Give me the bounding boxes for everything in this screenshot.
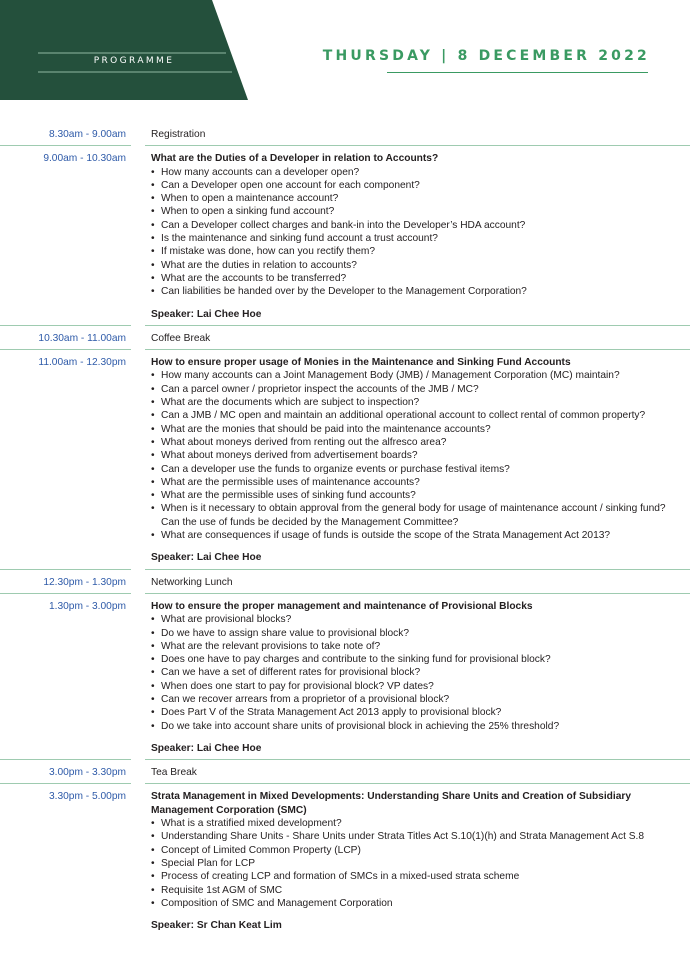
agenda-row xyxy=(0,355,690,564)
topic-item: • Can a Developer collect charges and bank-in into the Developer’s HDA account? xyxy=(151,219,670,232)
row-divider xyxy=(0,779,690,789)
session-time: 8.30am - 9.00am xyxy=(48,129,126,140)
session-content xyxy=(151,575,670,589)
topic-list xyxy=(151,166,670,299)
topic-item: • What are the documents which are subject to inspection? xyxy=(151,396,670,409)
topic-item: • What are the monies that should be paid into the maintenance accounts? xyxy=(151,423,670,436)
topic-item: • When to open a sinking fund account? xyxy=(151,205,670,218)
agenda-row xyxy=(0,599,690,755)
session-title: What are the Duties of a Developer in relation to Accounts? xyxy=(151,153,439,165)
topic-item: • Do we have to assign share value to provisional block? xyxy=(151,627,670,640)
topic-item: • Can a developer use the funds to organize events or purchase festival items? xyxy=(151,463,670,476)
topic-list xyxy=(151,369,670,542)
speaker-name: Speaker: Sr Chan Keat Lim xyxy=(151,920,282,932)
session-content xyxy=(151,599,670,755)
agenda-row xyxy=(0,127,690,141)
topic-item: • What are the duties in relation to accounts? xyxy=(151,259,670,272)
topic-item: • What are provisional blocks? xyxy=(151,613,670,626)
topic-item: • Process of creating LCP and formation of SMCs in a mixed-used strata scheme xyxy=(151,870,670,883)
row-divider xyxy=(0,141,690,151)
topic-item: • When to open a maintenance account? xyxy=(151,192,670,205)
session-title: Strata Management in Mixed Developments: Understanding Share Units and Creation of Subsidiary Management Corporation (SMC) xyxy=(151,791,632,816)
topic-item: • What are the permissible uses of sinking fund accounts? xyxy=(151,489,670,502)
topic-item: • How many accounts can a Joint Management Body (JMB) / Management Corporation (MC) maintain? xyxy=(151,369,670,382)
event-date: THURSDAY | 8 DECEMBER 2022 xyxy=(322,48,650,64)
session-title: Coffee Break xyxy=(151,332,211,344)
banner-shape xyxy=(0,0,250,102)
topic-item: • If mistake was done, how can you rectify them? xyxy=(151,245,670,258)
programme-banner xyxy=(0,0,250,102)
row-divider xyxy=(0,755,690,765)
session-title: Networking Lunch xyxy=(151,576,233,588)
topic-list xyxy=(151,817,670,910)
session-content xyxy=(151,331,670,345)
topic-item: • Can we recover arrears from a proprietor of a provisional block? xyxy=(151,693,670,706)
agenda-row xyxy=(0,331,690,345)
topic-item: • Can a Developer open one account for each component? xyxy=(151,179,670,192)
session-time: 3.30pm - 5.00pm xyxy=(48,791,126,803)
session-content xyxy=(151,127,670,141)
topic-item: • What about moneys derived from advertisement boards? xyxy=(151,449,670,462)
topic-item: • When does one start to pay for provisional block? VP dates? xyxy=(151,680,670,693)
session-content xyxy=(151,355,670,564)
agenda-row xyxy=(0,765,690,779)
speaker-name: Speaker: Lai Chee Hoe xyxy=(151,552,262,564)
topic-item: • Does Part V of the Strata Management Act 2013 apply to provisional block? xyxy=(151,706,670,719)
topic-item: • Does one have to pay charges and contribute to the sinking fund for provisional block? xyxy=(151,653,670,666)
row-divider xyxy=(0,565,690,575)
session-content xyxy=(151,151,670,321)
session-content xyxy=(151,765,670,779)
session-time: 11.00am - 12.30pm xyxy=(38,357,126,369)
session-content xyxy=(151,789,670,932)
speaker-name: Speaker: Lai Chee Hoe xyxy=(151,308,262,320)
topic-item: • Special Plan for LCP xyxy=(151,857,670,870)
topic-item: • Can a parcel owner / proprietor inspect the accounts of the JMB / MC? xyxy=(151,383,670,396)
topic-item: • Concept of Limited Common Property (LCP) xyxy=(151,844,670,857)
topic-item: • Is the maintenance and sinking fund account a trust account? xyxy=(151,232,670,245)
row-divider xyxy=(0,345,690,355)
topic-item: • Do we take into account share units of provisional block in achieving the 25% threshold? xyxy=(151,720,670,733)
topic-item: • How many accounts can a developer open? xyxy=(151,166,670,179)
session-title: Tea Break xyxy=(151,767,197,779)
topic-item: • Can liabilities be handed over by the Developer to the Management Corporation? xyxy=(151,285,670,298)
topic-item: • What are the relevant provisions to take note of? xyxy=(151,640,670,653)
topic-item: • What are consequences if usage of funds is outside the scope of the Strata Management Act 2013? xyxy=(151,529,670,542)
topic-item: • What about moneys derived from renting out the alfresco area? xyxy=(151,436,670,449)
agenda-row xyxy=(0,151,690,321)
session-time: 1.30pm - 3.00pm xyxy=(48,600,126,612)
topic-item: • What are the permissible uses of maintenance accounts? xyxy=(151,476,670,489)
speaker-name: Speaker: Lai Chee Hoe xyxy=(151,742,262,754)
agenda-row xyxy=(0,789,690,932)
topic-item: • What are the accounts to be transferred? xyxy=(151,272,670,285)
session-time: 10.30am - 11.00am xyxy=(38,332,126,344)
topic-item: • Can we have a set of different rates for provisional block? xyxy=(151,666,670,679)
session-title: How to ensure proper usage of Monies in the Maintenance and Sinking Fund Accounts xyxy=(151,357,571,369)
topic-item: • Understanding Share Units - Share Units under Strata Titles Act S.10(1)(h) and Strata Management Act S.8 xyxy=(151,830,670,843)
topic-item: • What is a stratified mixed development? xyxy=(151,817,670,830)
agenda-list xyxy=(0,127,690,932)
topic-list xyxy=(151,613,670,733)
session-title: How to ensure the proper management and maintenance of Provisional Blocks xyxy=(151,600,533,612)
topic-item: • Can a JMB / MC open and maintain an additional operational account to collect rental of common property? xyxy=(151,409,670,422)
topic-item: • When is it necessary to obtain approval from the general body for usage of maintenance account / sinking fund? Can the use of funds be decided by the Management Committee? xyxy=(151,502,670,529)
row-divider xyxy=(0,321,690,331)
topic-item: • Composition of SMC and Management Corporation xyxy=(151,897,670,910)
date-underline xyxy=(387,72,648,73)
row-divider xyxy=(0,589,690,599)
session-time: 12.30pm - 1.30pm xyxy=(43,576,126,588)
session-time: 3.00pm - 3.30pm xyxy=(48,767,126,779)
session-time: 9.00am - 10.30am xyxy=(43,153,126,165)
agenda-row xyxy=(0,575,690,589)
topic-item: • Requisite 1st AGM of SMC xyxy=(151,884,670,897)
programme-label: PROGRAMME xyxy=(93,56,175,66)
session-title: Registration xyxy=(151,129,206,140)
